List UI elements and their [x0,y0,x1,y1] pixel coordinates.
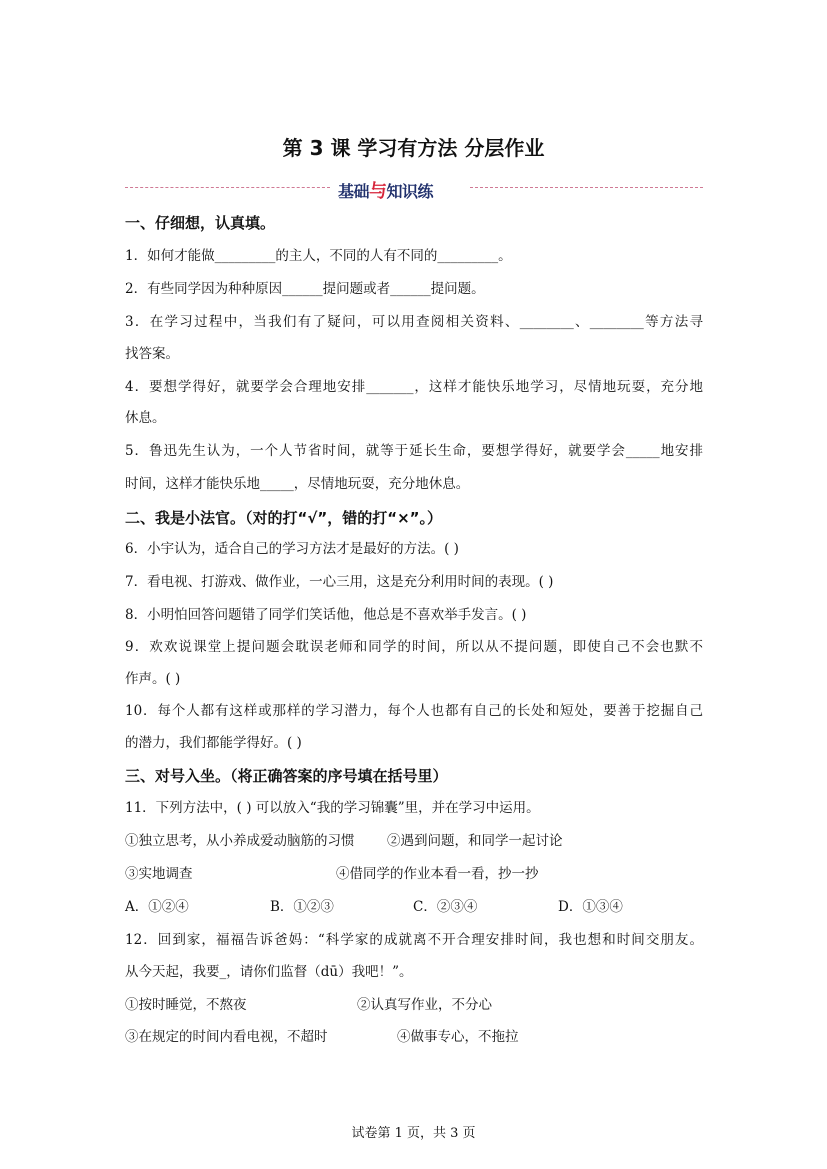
question-3: 3．在学习过程中，当我们有了疑问，可以用查阅相关资料、________、________等方法寻 [125,314,703,330]
question-3-cont: 找答案。 [125,346,179,362]
option-item: ③在规定的时间内看电视，不超时 [125,1029,328,1045]
page-title: 第 3 课 学习有方法 分层作业 [282,136,545,160]
option-item: ④借同学的作业本看一看，抄一抄 [336,866,539,882]
option-item: ①独立思考，从小养成爱动脑筋的习惯 [125,833,355,849]
question-5-cont: 时间，这样才能快乐地_____，尽情地玩耍，充分地休息。 [125,476,470,492]
question-10-cont: 的潜力，我们都能学得好。( ) [125,735,302,751]
question-9: 9．欢欢说课堂上提问题会耽误老师和同学的时间，所以从不提问题，即使自己不会也默不 [125,639,703,655]
banner-text: 知识练 [386,182,434,201]
section-heading: 三、对号入坐。（将正确答案的序号填在括号里） [125,767,448,785]
answer-choice-c: C．②③④ [413,899,478,915]
section-banner [125,177,703,202]
banner-text: 基础 [338,182,370,201]
page-footer: 试卷第 1 页，共 3 页 [351,1126,476,1141]
banner-logo [338,177,433,203]
question-10: 10．每个人都有这样或那样的学习潜力，每个人也都有自己的长处和短处，要善于挖掘自己 [125,703,703,719]
answer-choice-a: A．①②④ [125,899,189,915]
section-heading: 一、仔细想，认真填。 [125,214,276,232]
option-item: ③实地调查 [125,866,193,882]
question-4-cont: 休息。 [125,410,166,426]
question-1: 1．如何才能做_________的主人，不同的人有不同的_________。 [125,248,512,264]
option-item: ①按时睡觉，不熬夜 [125,997,247,1013]
dashed-divider [125,187,330,188]
option-item: ②遇到问题，和同学一起讨论 [387,833,563,849]
option-item: ②认真写作业，不分心 [357,997,492,1013]
question-4: 4．要想学得好，就要学会合理地安排_______，这样才能快乐地学习，尽情地玩耍，充分地 [125,379,703,395]
question-5: 5．鲁迅先生认为，一个人节省时间，就等于延长生命，要想学得好，就要学会_____地安排 [125,443,703,459]
question-9-cont: 作声。( ) [125,671,181,687]
answer-choice-b: B．①②③ [270,899,334,915]
section-heading: 二、我是小法官。（对的打“√”，错的打“×”。） [125,509,443,527]
question-6: 6．小宇认为，适合自己的学习方法才是最好的方法。( ) [125,541,459,557]
question-8: 8．小明怕回答问题错了同学们笑话他，他总是不喜欢举手发言。( ) [125,607,527,623]
dashed-divider [470,187,703,188]
option-item: ④做事专心，不拖拉 [397,1029,519,1045]
question-2: 2．有些同学因为种种原因______提问题或者______提问题。 [125,281,485,297]
question-11: 11．下列方法中，( ) 可以放入“我的学习锦囊”里，并在学习中运用。 [125,800,540,816]
banner-symbol: 与 [369,181,387,202]
question-7: 7．看电视、打游戏、做作业，一心三用，这是充分利用时间的表现。( ) [125,574,554,590]
question-12-cont: 从今天起，我要_，请你们监督（dū）我吧！”。 [125,964,413,980]
question-12: 12．回到家，福福告诉爸妈：“科学家的成就离不开合理安排时间，我也想和时间交朋友。 [125,932,703,948]
answer-choice-d: D．①③④ [558,899,623,915]
